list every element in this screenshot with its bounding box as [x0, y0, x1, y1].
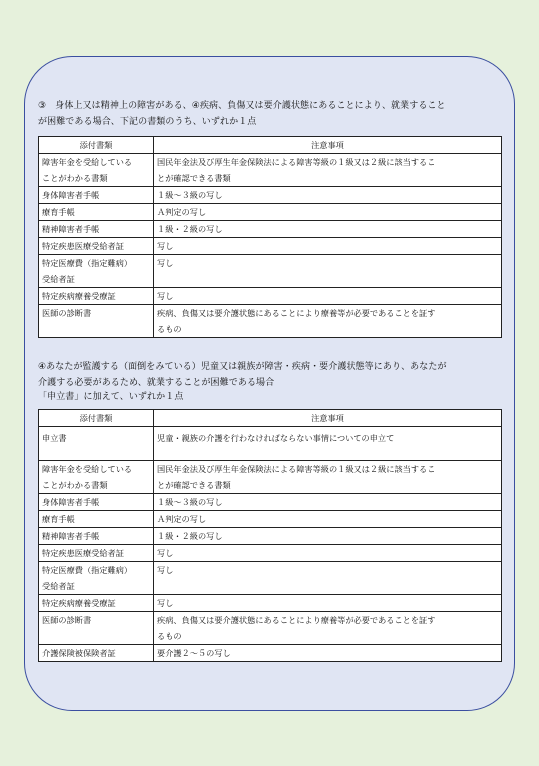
- note-cell: [154, 221, 502, 238]
- document-text: 障害年金を受給している: [42, 464, 133, 474]
- document-text: 申立書: [42, 433, 67, 443]
- column-header-notes: 注意事項: [154, 410, 502, 427]
- document-cell: [39, 288, 154, 305]
- section3-heading: [38, 98, 500, 130]
- note-text: 疾病、負傷又は要介護状態にあることにより療養等が必要であることを証す: [157, 615, 436, 625]
- note-cell: [154, 238, 502, 255]
- document-cell: [39, 511, 154, 528]
- document-cell: [39, 494, 154, 511]
- section3-title-line1: ③ 身体上又は精神上の障害がある、④疾病、負傷又は要介護状態にあることにより、就業すること: [38, 101, 446, 111]
- note-text: 写し: [157, 241, 174, 251]
- note-text: Ａ判定の写し: [157, 514, 207, 524]
- document-cell: [39, 255, 154, 288]
- note-text: １級～３級の写し: [157, 190, 223, 200]
- note-cell: [154, 494, 502, 511]
- note-text: １級・２級の写し: [157, 224, 223, 234]
- document-cell: [39, 595, 154, 612]
- note-cell: [154, 528, 502, 545]
- document-text: 特定疾患医療受給者証: [42, 548, 124, 558]
- note-cell: [154, 645, 502, 662]
- document-cell: [39, 305, 154, 338]
- document-text: 療育手帳: [42, 514, 75, 524]
- document-cell: [39, 461, 154, 494]
- document-cell: [39, 545, 154, 562]
- document-cell: [39, 238, 154, 255]
- document-text: 身体障害者手帳: [42, 190, 100, 200]
- table-header-row: [39, 137, 502, 154]
- note-text: とが確認できる書類: [157, 480, 231, 490]
- document-text: 医師の診断書: [42, 615, 92, 625]
- note-cell: [154, 154, 502, 187]
- note-cell: [154, 204, 502, 221]
- note-text: 写し: [157, 291, 174, 301]
- document-cell: [39, 645, 154, 662]
- table-row: [39, 221, 502, 238]
- document-text: ことがわかる書類: [42, 173, 108, 183]
- table-row: [39, 545, 502, 562]
- note-text: 国民年金法及び厚生年金保険法による障害等級の１級又は２級に該当するこ: [157, 464, 436, 474]
- table-row: [39, 427, 502, 461]
- note-cell: [154, 511, 502, 528]
- table-row: [39, 494, 502, 511]
- note-cell: [154, 255, 502, 288]
- column-header-documents: 添付書類: [39, 137, 154, 154]
- note-cell: [154, 187, 502, 204]
- document-text: 受給者証: [42, 274, 75, 284]
- table-row: [39, 187, 502, 204]
- document-text: 特定疾病療養受療証: [42, 291, 116, 301]
- table-row: [39, 528, 502, 545]
- document-cell: [39, 154, 154, 187]
- document-text: 特定医療費（指定難病）: [42, 565, 133, 575]
- section4-table: [38, 409, 502, 662]
- note-text: １級・２級の写し: [157, 531, 223, 541]
- document-text: 特定医療費（指定難病）: [42, 258, 133, 268]
- section4-title-line3: 「申立書」に加えて、いずれか１点: [38, 392, 184, 402]
- note-text: 写し: [157, 548, 174, 558]
- document-text: 介護保険被保険者証: [42, 648, 116, 658]
- note-text: 写し: [157, 565, 174, 575]
- table-row: [39, 461, 502, 494]
- note-cell: [154, 595, 502, 612]
- document-text: 特定疾病療養受療証: [42, 598, 116, 608]
- document-cell: [39, 221, 154, 238]
- note-cell: [154, 545, 502, 562]
- note-text: １級～３級の写し: [157, 497, 223, 507]
- section3-title-line2: が困難である場合、下記の書類のうち、いずれか１点: [38, 117, 257, 127]
- note-text: 写し: [157, 598, 174, 608]
- note-cell: [154, 612, 502, 645]
- note-text: るもの: [157, 324, 182, 334]
- document-text: ことがわかる書類: [42, 480, 108, 490]
- section4-title-line1: ④あなたが監護する（面倒をみている）児童又は親族が障害・疾病・要介護状態等にあり、あなたが: [38, 362, 447, 372]
- document-cell: [39, 427, 154, 461]
- document-text: 身体障害者手帳: [42, 497, 100, 507]
- document-text: 障害年金を受給している: [42, 157, 133, 167]
- note-text: 写し: [157, 258, 174, 268]
- note-cell: [154, 288, 502, 305]
- table-row: [39, 255, 502, 288]
- note-cell: [154, 427, 502, 461]
- table-row: [39, 305, 502, 338]
- document-text: 医師の診断書: [42, 308, 92, 318]
- note-text: Ａ判定の写し: [157, 207, 207, 217]
- table-row: [39, 238, 502, 255]
- table-row: [39, 511, 502, 528]
- document-cell: [39, 204, 154, 221]
- note-text: とが確認できる書類: [157, 173, 231, 183]
- table-row: [39, 288, 502, 305]
- document-text: 精神障害者手帳: [42, 224, 100, 234]
- note-cell: [154, 305, 502, 338]
- note-cell: [154, 461, 502, 494]
- note-text: 国民年金法及び厚生年金保険法による障害等級の１級又は２級に該当するこ: [157, 157, 436, 167]
- document-text: 受給者証: [42, 581, 75, 591]
- document-cell: [39, 187, 154, 204]
- table-row: [39, 562, 502, 595]
- section4-heading: [38, 359, 500, 403]
- document-text: 精神障害者手帳: [42, 531, 100, 541]
- document-cell: [39, 612, 154, 645]
- document-text: 特定疾患医療受給者証: [42, 241, 124, 251]
- note-text: 要介護２～５の写し: [157, 648, 231, 658]
- table-row: [39, 204, 502, 221]
- document-cell: [39, 562, 154, 595]
- note-text: 児童・親族の介護を行わなければならない事情についての申立て: [157, 433, 395, 443]
- table-header-row: [39, 410, 502, 427]
- note-text: るもの: [157, 631, 182, 641]
- document-cell: [39, 528, 154, 545]
- column-header-documents: 添付書類: [39, 410, 154, 427]
- note-cell: [154, 562, 502, 595]
- table-row: [39, 154, 502, 187]
- section4-title-line2: 介護する必要があるため、就業することが困難である場合: [38, 378, 275, 388]
- column-header-notes: 注意事項: [154, 137, 502, 154]
- note-text: 疾病、負傷又は要介護状態にあることにより療養等が必要であることを証す: [157, 308, 436, 318]
- table-row: [39, 612, 502, 645]
- document-text: 療育手帳: [42, 207, 75, 217]
- section3-table: [38, 136, 502, 338]
- table-row: [39, 645, 502, 662]
- table-row: [39, 595, 502, 612]
